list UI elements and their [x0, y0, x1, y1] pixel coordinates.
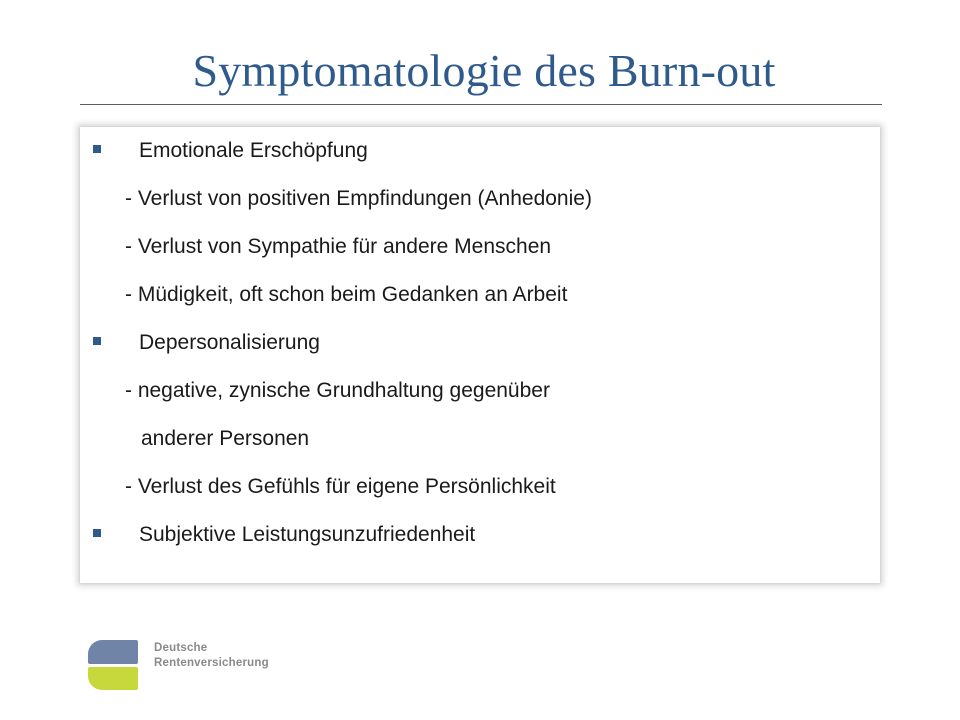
sub-item-muedigkeit: - Müdigkeit, oft schon beim Gedanken an Arbeit — [125, 283, 568, 306]
bullet-item-leistungsunzufriedenheit: Subjektive Leistungsunzufriedenheit — [139, 523, 476, 546]
deutsche-rentenversicherung-logo — [88, 640, 308, 692]
bullet-square-icon — [93, 337, 101, 345]
sub-item-sympathie: - Verlust von Sympathie für andere Menschen — [125, 235, 552, 258]
bullet-item-emotionale-erschoepfung: Emotionale Erschöpfung — [139, 139, 368, 162]
bullet-item-depersonalisierung: Depersonalisierung — [139, 331, 320, 354]
logo-text-line2: Rentenversicherung — [154, 657, 269, 669]
bullet-square-icon — [93, 529, 101, 537]
sub-item-zynische-grundhaltung: - negative, zynische Grundhaltung gegenüber — [125, 379, 550, 402]
title-divider — [80, 104, 882, 105]
slide-title: Symptomatologie des Burn-out — [192, 45, 776, 96]
logo-text-line1: Deutsche — [154, 642, 208, 654]
sub-item-persoenlichkeit: - Verlust des Gefühls für eigene Persönlichkeit — [125, 475, 556, 498]
bullet-square-icon — [93, 145, 101, 153]
logo-mark-bottom — [88, 667, 138, 690]
sub-item-continuation: anderer Personen — [141, 427, 310, 450]
logo-mark-top — [88, 640, 138, 664]
sub-item-anhedonie: - Verlust von positiven Empfindungen (Anhedonie) — [125, 187, 592, 210]
